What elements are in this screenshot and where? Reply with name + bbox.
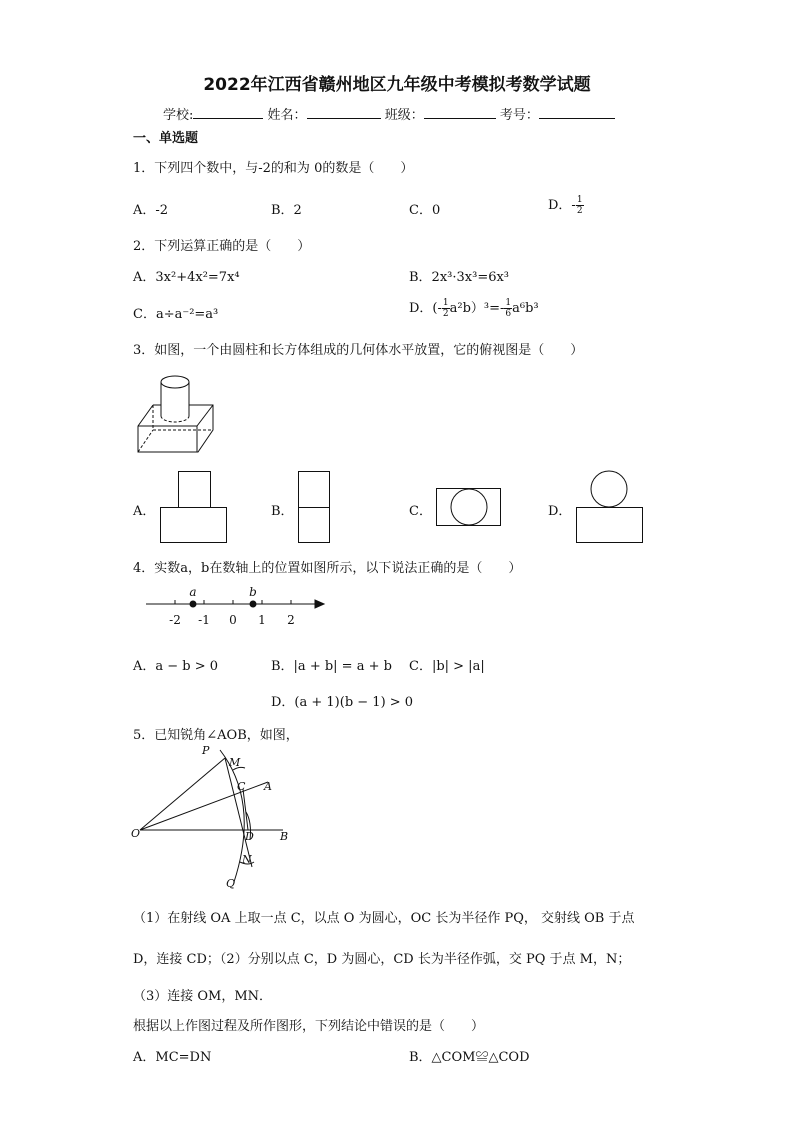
q5-option-a[interactable]: A．MC=DN (133, 1050, 212, 1065)
class-label: 班级： (384, 108, 424, 123)
q3-stem: 3．如图，一个由圆柱和长方体组成的几何体水平放置，它的俯视图是（ ） (133, 343, 584, 358)
tick-label: 0 (229, 613, 237, 627)
q5-conclusion: 根据以上作图过程及所作图形，下列结论中错误的是（ ） (133, 1019, 485, 1034)
label-O: O (131, 827, 141, 840)
q1-option-a[interactable]: A．-2 (133, 203, 169, 218)
q4-stem: 4．实数a，b在数轴上的位置如图所示，以下说法正确的是（ ） (133, 561, 522, 576)
label-P: P (202, 744, 210, 757)
q2-d-num1: 1 (442, 298, 449, 308)
q5-step1: （1）在射线 OA 上取一点 C，以点 O 为圆心，OC 长为半径作 PQ， 交射线 OB 于点 (133, 911, 635, 926)
label-M: M (229, 756, 241, 769)
q1-d-num: 1 (576, 195, 583, 205)
q1-option-c[interactable]: C．0 (409, 203, 441, 218)
name-blank[interactable] (307, 106, 381, 119)
point-b-dot (250, 601, 256, 607)
q2-stem: 2．下列运算正确的是（ ） (133, 239, 311, 254)
q3-solid-figure (133, 368, 218, 458)
q4-option-d[interactable]: D．(a + 1)(b − 1) > 0 (271, 695, 414, 710)
q2-d-frac2 (504, 298, 512, 319)
id-label: 考号： (499, 108, 539, 123)
info-line (163, 104, 615, 123)
class-blank[interactable] (424, 106, 496, 119)
point-b-label: b (249, 585, 257, 599)
tick-label: 2 (287, 613, 295, 627)
label-Q: Q (226, 877, 236, 890)
q3-option-a-figure (160, 471, 230, 545)
name-label: 姓名： (267, 108, 307, 123)
tick-label: -2 (169, 613, 181, 627)
q3-option-c-figure (436, 488, 502, 528)
q4-number-line (140, 584, 330, 630)
label-D: D (245, 830, 254, 843)
label-N: N (242, 853, 252, 866)
q2-option-c[interactable]: C．a÷a⁻²=a³ (133, 307, 219, 322)
q4-option-c[interactable]: C．|b| > |a| (409, 659, 485, 674)
q2-d-den1: 2 (442, 309, 449, 319)
page-title: 2022年江西省赣州地区九年级中考模拟考数学试题 (203, 75, 591, 95)
q1-option-d[interactable] (548, 194, 584, 216)
q2-option-a[interactable]: A．3x²+4x²=7x⁴ (133, 270, 240, 285)
label-C: C (237, 780, 246, 793)
q1-stem: 1．下列四个数中，与-2的和为 0的数是（ ） (133, 161, 414, 176)
q1-d-den: 2 (576, 206, 583, 216)
q2-d-mid: a²b）³=- (449, 301, 505, 316)
school-label: 学校: (163, 108, 194, 123)
q2-option-b[interactable]: B．2x³·3x³=6x³ (409, 270, 510, 285)
point-a-dot (190, 601, 196, 607)
q2-d-prefix: D．(- (409, 301, 442, 316)
q5-step2: D，连接 CD；（2）分别以点 C，D 为圆心，CD 长为半径作弧，交 PQ 于点 M，N； (133, 952, 631, 967)
school-blank[interactable] (193, 106, 263, 119)
q1-d-prefix: D．- (548, 198, 576, 213)
q4-option-a[interactable]: A．a − b > 0 (133, 659, 219, 674)
q3-option-b-figure (298, 471, 332, 545)
id-blank[interactable] (539, 106, 615, 119)
q4-option-b[interactable]: B．|a + b| = a + b (271, 659, 392, 674)
q5-step3: （3）连接 OM，MN． (133, 989, 273, 1004)
q1-d-fraction (576, 195, 584, 216)
q5-option-b[interactable]: B．△COM≌△COD (409, 1050, 530, 1065)
q3-option-c[interactable]: C． (409, 504, 432, 519)
q2-d-num2: 1 (505, 298, 512, 308)
point-a-label: a (189, 585, 197, 599)
tick-label: 1 (258, 613, 266, 627)
q2-option-d[interactable] (409, 297, 539, 319)
q3-option-d-figure (576, 470, 644, 546)
label-B: B (280, 830, 289, 843)
q2-d-suffix: a⁶b³ (512, 301, 539, 316)
q5-stem: 5．已知锐角∠AOB，如图， (133, 728, 299, 743)
section-heading: 一、单选题 (133, 131, 199, 146)
q5-construction-figure (128, 742, 298, 892)
q1-option-b[interactable]: B．2 (271, 203, 302, 218)
q3-option-b[interactable]: B． (271, 504, 294, 519)
q3-option-d[interactable]: D． (548, 504, 572, 519)
q3-option-a[interactable]: A． (133, 504, 156, 519)
q2-d-den2: 6 (505, 309, 512, 319)
q2-d-frac1 (442, 298, 450, 319)
label-A: A (264, 780, 272, 793)
tick-label: -1 (198, 613, 210, 627)
